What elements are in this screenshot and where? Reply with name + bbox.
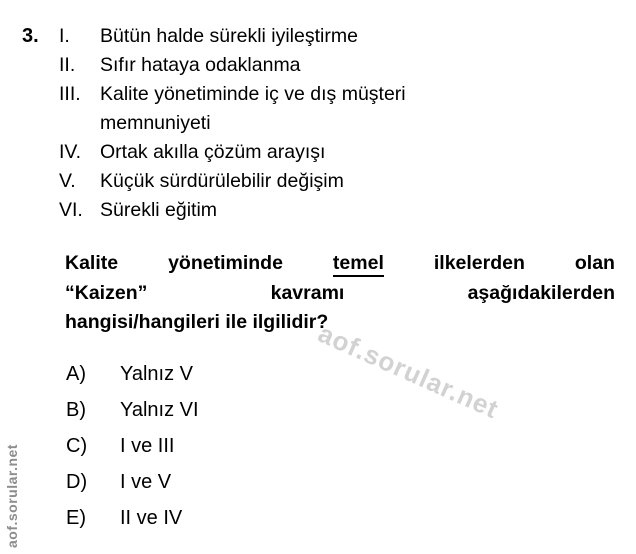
question-number: 3. <box>22 25 39 47</box>
statement-row <box>59 51 406 80</box>
stem-line-3: hangisi/hangileri ile ilgilidir? <box>65 311 329 333</box>
option-row-d <box>66 464 199 500</box>
statement-list <box>59 22 406 225</box>
option-text: Yalnız VI <box>120 399 199 421</box>
stem-line-1-after: ilkelerden olan <box>433 252 615 274</box>
statement-text: Kalite yönetiminde iç ve dış müşteri <box>100 83 406 105</box>
watermark-vertical: aof.sorular.net <box>4 444 20 548</box>
statement-numeral: III. <box>59 83 81 105</box>
stem-line-2: “Kaizen” kavramı aşağıdakilerden <box>65 281 615 304</box>
statement-numeral: II. <box>59 54 76 76</box>
statement-text: Sürekli eğitim <box>100 199 218 221</box>
statement-numeral: IV. <box>59 141 82 163</box>
underlined-term: temel <box>333 252 384 277</box>
statement-row <box>59 167 406 196</box>
statement-numeral: I. <box>59 25 70 47</box>
stem-line-1 <box>65 249 615 279</box>
statement-text: Ortak akılla çözüm arayışı <box>100 141 326 163</box>
question-stem <box>65 249 615 338</box>
statement-row <box>59 22 406 51</box>
option-row-a <box>66 356 199 392</box>
option-letter: E) <box>66 507 86 529</box>
option-letter: B) <box>66 399 86 421</box>
statement-text: Bütün halde sürekli iyileştirme <box>100 25 358 47</box>
option-row-e <box>66 500 199 536</box>
option-letter: A) <box>66 363 86 385</box>
option-text: II ve IV <box>120 507 183 529</box>
option-row-c <box>66 428 199 464</box>
option-text: I ve III <box>120 435 175 457</box>
statement-text: Küçük sürdürülebilir değişim <box>100 170 344 192</box>
statement-text-wrap: memnuniyeti <box>100 112 211 134</box>
option-row-b <box>66 392 199 428</box>
statement-numeral: VI. <box>59 199 83 221</box>
option-text: I ve V <box>120 471 172 493</box>
statement-text: Sıfır hataya odaklanma <box>100 54 301 76</box>
statement-row <box>59 196 406 225</box>
statement-row <box>59 138 406 167</box>
options-list <box>66 356 199 536</box>
option-letter: D) <box>66 471 88 493</box>
statement-row <box>59 80 406 138</box>
statement-numeral: V. <box>59 170 76 192</box>
option-letter: C) <box>66 435 88 457</box>
option-text: Yalnız V <box>120 363 193 385</box>
watermark-diagonal: aof.sorular.net <box>313 318 504 425</box>
stem-line-1-before: Kalite yönetiminde <box>65 252 283 274</box>
